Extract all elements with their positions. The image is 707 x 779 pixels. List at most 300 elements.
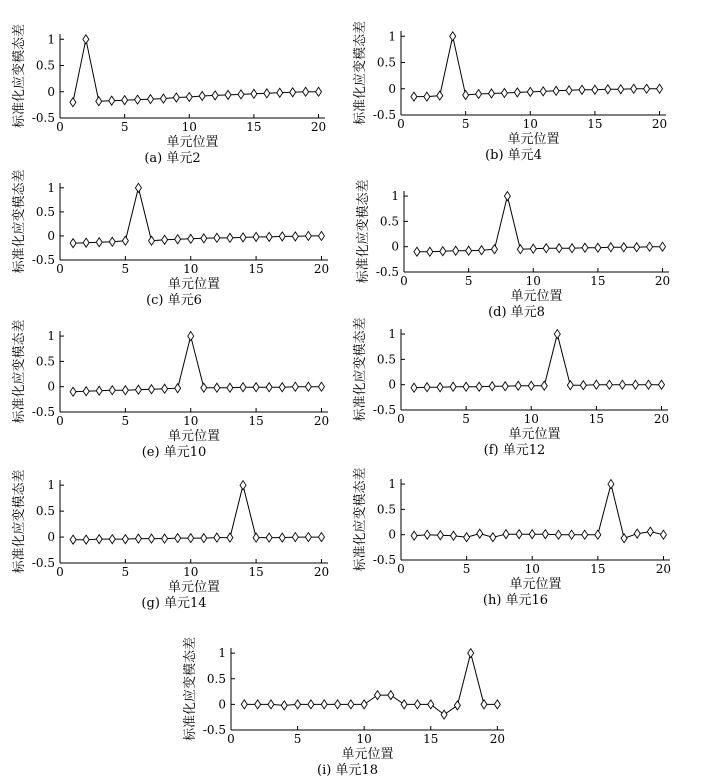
data-point: [424, 530, 430, 539]
x-tick-label: 10: [356, 732, 372, 746]
data-point: [253, 232, 259, 241]
x-axis-label: 单元位置: [508, 427, 561, 442]
chart-panel-0: [11, 24, 326, 166]
x-tick-label: 0: [56, 565, 64, 579]
data-point: [514, 88, 520, 97]
data-point: [186, 93, 192, 102]
data-point: [160, 94, 166, 103]
data-point: [530, 244, 536, 253]
data-point: [440, 247, 446, 256]
y-tick-label: -0.5: [31, 253, 55, 267]
y-tick-label: 0.5: [35, 58, 55, 73]
x-tick-label: 20: [313, 262, 330, 276]
data-point: [277, 88, 283, 97]
data-point: [96, 238, 102, 247]
data-point: [251, 89, 257, 98]
data-point: [305, 533, 311, 542]
data-point: [149, 534, 155, 543]
y-tick-label: -0.5: [31, 405, 55, 419]
series-line: [417, 196, 663, 252]
data-point: [660, 242, 666, 251]
data-point: [374, 691, 380, 700]
data-point: [554, 330, 560, 339]
data-point: [175, 384, 181, 393]
x-tick-label: 10: [522, 117, 538, 131]
chart-panel-2: [11, 169, 329, 308]
y-tick-label: 0: [47, 84, 55, 99]
data-point: [517, 245, 523, 254]
x-tick-label: 15: [587, 117, 603, 131]
data-point: [188, 332, 194, 341]
data-point: [266, 232, 272, 241]
data-point: [135, 385, 141, 394]
data-point: [437, 91, 443, 100]
data-point: [501, 88, 507, 97]
data-point: [488, 89, 494, 98]
data-point: [606, 380, 612, 389]
data-point: [149, 236, 155, 245]
data-point: [593, 380, 599, 389]
subplot-caption: (h) 单元16: [482, 593, 549, 608]
data-point: [135, 95, 141, 104]
data-point: [201, 383, 207, 392]
data-point: [240, 481, 246, 490]
y-tick-label: -0.5: [202, 723, 226, 737]
x-axis-label: 单元位置: [167, 429, 221, 444]
data-point: [553, 86, 559, 95]
data-point: [70, 535, 76, 544]
data-point: [468, 649, 474, 658]
data-point: [569, 530, 575, 539]
x-tick-label: 15: [248, 262, 264, 276]
data-point: [608, 480, 614, 489]
y-tick-label: 0.5: [206, 671, 226, 686]
y-tick-label: -0.5: [31, 111, 55, 125]
data-point: [279, 383, 285, 392]
data-point: [279, 232, 285, 241]
data-point: [175, 235, 181, 244]
x-axis-label: 单元位置: [167, 580, 221, 595]
data-point: [503, 530, 509, 539]
y-tick-label: 1: [47, 32, 55, 47]
data-point: [647, 242, 653, 251]
data-point: [491, 245, 497, 254]
data-point: [135, 534, 141, 543]
x-axis-label: 单元位置: [510, 289, 563, 304]
data-point: [515, 381, 521, 390]
data-point: [162, 235, 168, 244]
data-point: [212, 91, 218, 100]
data-point: [238, 90, 244, 99]
data-point: [214, 533, 220, 542]
y-tick-label: -0.5: [372, 553, 396, 567]
data-point: [401, 700, 407, 709]
data-point: [453, 246, 459, 255]
x-tick-label: 20: [654, 274, 671, 288]
data-point: [253, 533, 259, 542]
data-point: [149, 385, 155, 394]
x-tick-label: 10: [183, 262, 199, 276]
data-point: [253, 383, 259, 392]
x-tick-label: 0: [397, 412, 405, 426]
data-point: [268, 700, 274, 709]
y-tick-label: 0: [47, 530, 55, 545]
subplot-caption: (i) 单元18: [317, 763, 378, 778]
data-point: [463, 382, 469, 391]
data-point: [427, 247, 433, 256]
data-point: [634, 529, 640, 538]
y-axis-label: 标准化应变模态差: [353, 317, 368, 422]
data-point: [308, 700, 314, 709]
data-point: [348, 700, 354, 709]
data-point: [214, 383, 220, 392]
data-point: [658, 380, 664, 389]
data-point: [318, 533, 324, 542]
x-tick-label: 20: [313, 414, 330, 428]
data-point: [540, 87, 546, 96]
data-point: [109, 96, 115, 105]
data-point: [647, 527, 653, 536]
y-tick-label: 0.5: [376, 502, 396, 517]
data-point: [608, 243, 614, 252]
data-point: [83, 387, 89, 396]
x-tick-label: 20: [653, 412, 670, 426]
data-point: [109, 535, 115, 544]
data-point: [227, 233, 233, 242]
x-tick-label: 15: [590, 562, 606, 576]
data-point: [321, 700, 327, 709]
data-point: [464, 533, 470, 542]
data-point: [504, 192, 510, 201]
data-point: [83, 238, 89, 247]
data-point: [595, 530, 601, 539]
y-tick-label: 0.5: [35, 504, 55, 519]
y-tick-label: 1: [218, 646, 226, 661]
data-point: [173, 93, 179, 102]
data-point: [528, 381, 534, 390]
data-point: [463, 91, 469, 100]
data-point: [279, 533, 285, 542]
data-point: [621, 243, 627, 252]
data-point: [122, 386, 128, 395]
x-axis-label: 单元位置: [166, 135, 219, 150]
data-point: [582, 530, 588, 539]
data-point: [595, 243, 601, 252]
subplot-caption: (f) 单元12: [483, 443, 546, 458]
y-tick-label: -0.5: [375, 265, 399, 279]
x-tick-label: 10: [523, 412, 539, 426]
series-line: [414, 334, 662, 388]
data-point: [580, 381, 586, 390]
x-tick-label: 5: [462, 562, 471, 576]
data-point: [162, 534, 168, 543]
y-tick-label: 1: [47, 180, 55, 195]
data-point: [450, 382, 456, 391]
data-point: [361, 700, 367, 709]
data-point: [266, 533, 272, 542]
series-line: [73, 336, 321, 392]
data-point: [466, 246, 472, 255]
y-tick-label: 0.5: [35, 354, 55, 369]
x-tick-label: 5: [121, 565, 130, 579]
data-point: [411, 383, 417, 392]
x-tick-label: 5: [121, 262, 130, 276]
data-point: [556, 244, 562, 253]
data-point: [96, 97, 102, 106]
data-point: [490, 533, 496, 542]
y-axis-label: 标准化应变模态差: [12, 469, 27, 574]
y-axis-label: 标准化应变模态差: [12, 23, 27, 129]
data-point: [147, 95, 153, 104]
chart-panel-7: [352, 467, 671, 608]
data-point: [214, 233, 220, 242]
y-tick-label: 1: [388, 29, 396, 44]
x-tick-label: 20: [651, 117, 668, 131]
data-point: [454, 701, 460, 710]
data-point: [264, 89, 270, 98]
data-point: [70, 387, 76, 396]
data-point: [605, 85, 611, 94]
y-tick-label: -0.5: [372, 108, 396, 122]
data-point: [634, 243, 640, 252]
y-axis-label: 标准化应变模态差: [12, 169, 27, 274]
x-tick-label: 5: [120, 120, 129, 134]
data-point: [109, 386, 115, 395]
y-tick-label: 1: [388, 477, 396, 492]
subplot-caption: (d) 单元8: [488, 305, 545, 320]
x-axis-label: 单元位置: [507, 132, 560, 147]
data-point: [437, 383, 443, 392]
data-point: [541, 381, 547, 390]
x-tick-label: 0: [397, 117, 405, 131]
x-tick-label: 0: [56, 262, 64, 276]
x-tick-label: 15: [248, 414, 264, 428]
data-point: [631, 84, 637, 93]
y-tick-label: 0: [388, 527, 396, 542]
y-tick-label: 1: [391, 189, 399, 204]
x-axis-label: 单元位置: [341, 747, 394, 762]
data-point: [450, 531, 456, 540]
y-axis-label: 标准化应变模态差: [183, 636, 198, 742]
data-point: [529, 530, 535, 539]
data-point: [494, 700, 500, 709]
y-tick-label: 1: [388, 327, 396, 342]
data-point: [481, 700, 487, 709]
data-point: [70, 239, 76, 248]
x-tick-label: 20: [310, 120, 327, 134]
x-tick-label: 10: [524, 562, 540, 576]
data-point: [489, 382, 495, 391]
data-point: [96, 535, 102, 544]
x-axis-label: 单元位置: [509, 577, 562, 592]
data-point: [295, 700, 301, 709]
x-tick-label: 10: [183, 565, 199, 579]
data-point: [292, 382, 298, 391]
chart-panel-8: [182, 637, 505, 778]
y-axis-label: 标准化应变模态差: [356, 179, 371, 284]
data-point: [292, 232, 298, 241]
data-point: [70, 98, 76, 107]
data-point: [255, 700, 261, 709]
x-tick-label: 10: [181, 120, 197, 134]
data-point: [411, 531, 417, 540]
data-point: [305, 231, 311, 240]
series-line: [414, 484, 663, 538]
data-point: [388, 691, 394, 700]
x-tick-label: 5: [121, 414, 130, 428]
data-point: [201, 534, 207, 543]
data-point: [424, 92, 430, 101]
x-tick-label: 15: [248, 565, 264, 579]
x-tick-label: 5: [462, 412, 470, 426]
x-tick-label: 0: [227, 732, 235, 746]
x-tick-label: 0: [400, 274, 408, 288]
data-point: [199, 91, 205, 100]
data-point: [240, 233, 246, 242]
data-point: [122, 96, 128, 105]
chart-panel-6: [11, 469, 329, 611]
data-point: [281, 701, 287, 710]
x-tick-label: 20: [313, 565, 330, 579]
data-point: [201, 234, 207, 243]
y-axis-label: 标准化应变模态差: [12, 319, 27, 424]
data-point: [592, 85, 598, 94]
data-point: [83, 535, 89, 544]
data-point: [579, 85, 585, 94]
y-tick-label: 0: [47, 228, 55, 243]
data-point: [83, 35, 89, 44]
data-point: [266, 383, 272, 392]
data-point: [502, 382, 508, 391]
data-point: [543, 244, 549, 253]
y-tick-label: 0: [388, 81, 396, 96]
data-point: [162, 384, 168, 393]
chart-panel-3: [355, 179, 670, 320]
y-tick-label: -0.5: [372, 403, 396, 417]
data-point: [542, 530, 548, 539]
y-tick-label: 0.5: [376, 55, 396, 70]
data-point: [290, 88, 296, 97]
y-tick-label: 0: [388, 377, 396, 392]
data-point: [225, 90, 231, 99]
data-point: [660, 530, 666, 539]
data-point: [569, 244, 575, 253]
data-point: [316, 87, 322, 96]
data-point: [135, 183, 141, 192]
data-point: [428, 700, 434, 709]
data-point: [122, 236, 128, 245]
data-point: [632, 380, 638, 389]
data-point: [122, 535, 128, 544]
data-point: [96, 386, 102, 395]
data-point: [424, 383, 430, 392]
data-point: [241, 700, 247, 709]
y-axis-label: 标准化应变模态差: [353, 467, 368, 572]
data-point: [657, 84, 663, 93]
data-point: [227, 533, 233, 542]
data-point: [476, 90, 482, 99]
subplot-caption: (e) 单元10: [141, 445, 207, 460]
data-point: [618, 85, 624, 94]
data-point: [450, 32, 456, 41]
subplot-caption: (a) 单元2: [144, 151, 201, 166]
data-point: [437, 531, 443, 540]
y-tick-label: 0: [47, 379, 55, 394]
x-tick-label: 10: [525, 274, 541, 288]
data-point: [318, 231, 324, 240]
y-tick-label: 0: [218, 697, 226, 712]
x-tick-label: 0: [56, 120, 64, 134]
y-tick-label: -0.5: [31, 556, 55, 570]
x-tick-label: 0: [56, 414, 64, 428]
x-tick-label: 15: [590, 274, 606, 288]
x-axis-label: 单元位置: [167, 277, 221, 292]
x-tick-label: 20: [489, 732, 505, 746]
x-tick-label: 5: [461, 117, 470, 131]
x-tick-label: 5: [293, 732, 302, 746]
data-point: [476, 382, 482, 391]
data-point: [414, 700, 420, 709]
data-point: [566, 86, 572, 95]
data-point: [411, 92, 417, 101]
x-tick-label: 15: [246, 120, 262, 134]
y-tick-label: 1: [47, 329, 55, 344]
series-line: [73, 485, 321, 540]
data-point: [414, 247, 420, 256]
data-point: [582, 243, 588, 252]
chart-panel-4: [11, 319, 329, 460]
data-point: [477, 529, 483, 538]
x-tick-label: 15: [423, 732, 439, 746]
y-tick-label: 0.5: [35, 204, 55, 219]
x-tick-label: 20: [655, 562, 672, 576]
data-point: [227, 383, 233, 392]
subplot-caption: (b) 单元4: [485, 148, 542, 163]
data-point: [619, 380, 625, 389]
subplot-caption: (g) 单元14: [141, 596, 207, 611]
x-tick-label: 0: [397, 562, 405, 576]
data-point: [479, 246, 485, 255]
chart-panel-1: [352, 21, 667, 163]
data-point: [188, 234, 194, 243]
data-point: [188, 534, 194, 543]
data-point: [527, 87, 533, 96]
data-point: [335, 700, 341, 709]
y-tick-label: 0.5: [379, 214, 399, 229]
data-point: [305, 382, 311, 391]
y-axis-label: 标准化应变模态差: [353, 20, 368, 126]
data-point: [644, 84, 650, 93]
x-tick-label: 5: [464, 274, 473, 288]
chart-panel-5: [352, 317, 669, 458]
data-point: [567, 381, 573, 390]
data-point: [645, 380, 651, 389]
data-point: [240, 383, 246, 392]
x-tick-label: 10: [183, 414, 199, 428]
data-point: [175, 534, 181, 543]
y-tick-label: 1: [47, 478, 55, 493]
y-tick-label: 0: [391, 239, 399, 254]
data-point: [318, 382, 324, 391]
data-point: [109, 237, 115, 246]
data-point: [555, 530, 561, 539]
data-point: [516, 530, 522, 539]
x-tick-label: 15: [588, 412, 605, 426]
data-point: [292, 533, 298, 542]
data-point: [441, 710, 447, 719]
y-tick-label: 0.5: [376, 352, 396, 367]
data-point: [303, 87, 309, 96]
